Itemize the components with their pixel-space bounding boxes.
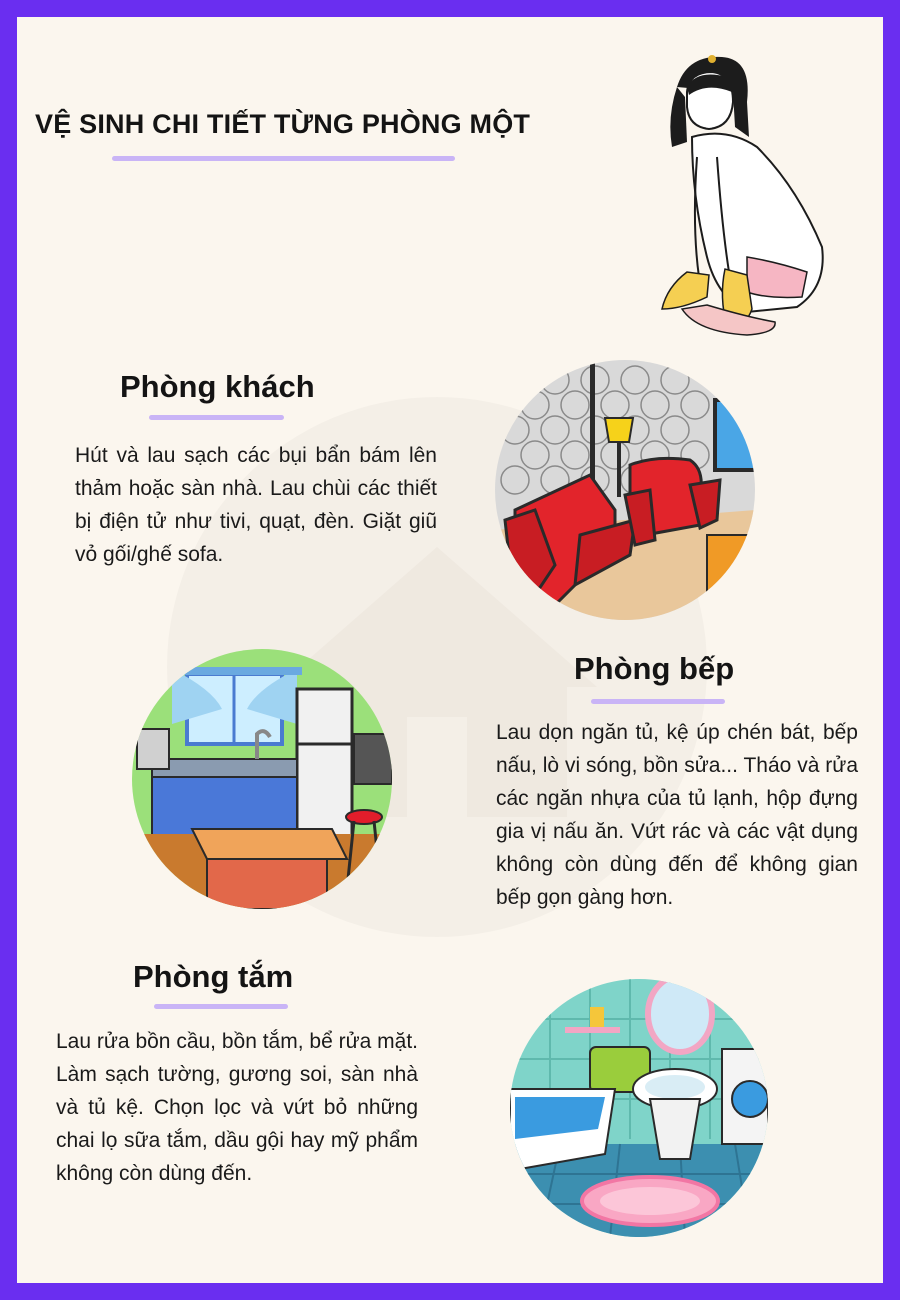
section-underline-bathroom	[154, 1004, 288, 1009]
bathroom-illustration	[510, 979, 768, 1237]
page-title: VỆ SINH CHI TIẾT TỪNG PHÒNG MỘT	[35, 109, 531, 139]
section-title-living-room: Phòng khách	[120, 369, 315, 404]
infographic-canvas	[17, 17, 883, 1283]
section-title-kitchen: Phòng bếp	[574, 651, 735, 686]
title-underline	[112, 156, 455, 161]
section-underline-living-room	[149, 415, 284, 420]
woman-cleaning-floor-illustration	[637, 47, 837, 347]
section-title-bathroom: Phòng tắm	[133, 959, 294, 994]
kitchen-illustration	[132, 649, 392, 909]
section-underline-kitchen	[591, 699, 725, 704]
section-text-bathroom: Lau rửa bồn cầu, bồn tắm, bể rửa mặt. Làm sạch tường, gương soi, sàn nhà và tủ kệ. Chọn lọc và vứt bỏ những chai lọ sữa tắm, dầu gội hay mỹ phẩm không còn dùng đến.	[56, 1030, 418, 1185]
living-room-illustration	[495, 360, 755, 620]
section-text-living-room: Hút và lau sạch các bụi bẩn bám lên thảm hoặc sàn nhà. Lau chùi các thiết bị điện tử như tivi, quạt, đèn. Giặt giũ vỏ gối/ghế sofa.	[75, 444, 437, 566]
section-text-kitchen: Lau dọn ngăn tủ, kệ úp chén bát, bếp nấu, lò vi sóng, bồn sửa... Tháo và rửa các ngăn nhựa của tủ lạnh, hộp đựng gia vị nấu ăn. Vứt rác và các vật dụng không còn dùng đến để không gian bếp gọn gàng hơn.	[496, 721, 858, 909]
